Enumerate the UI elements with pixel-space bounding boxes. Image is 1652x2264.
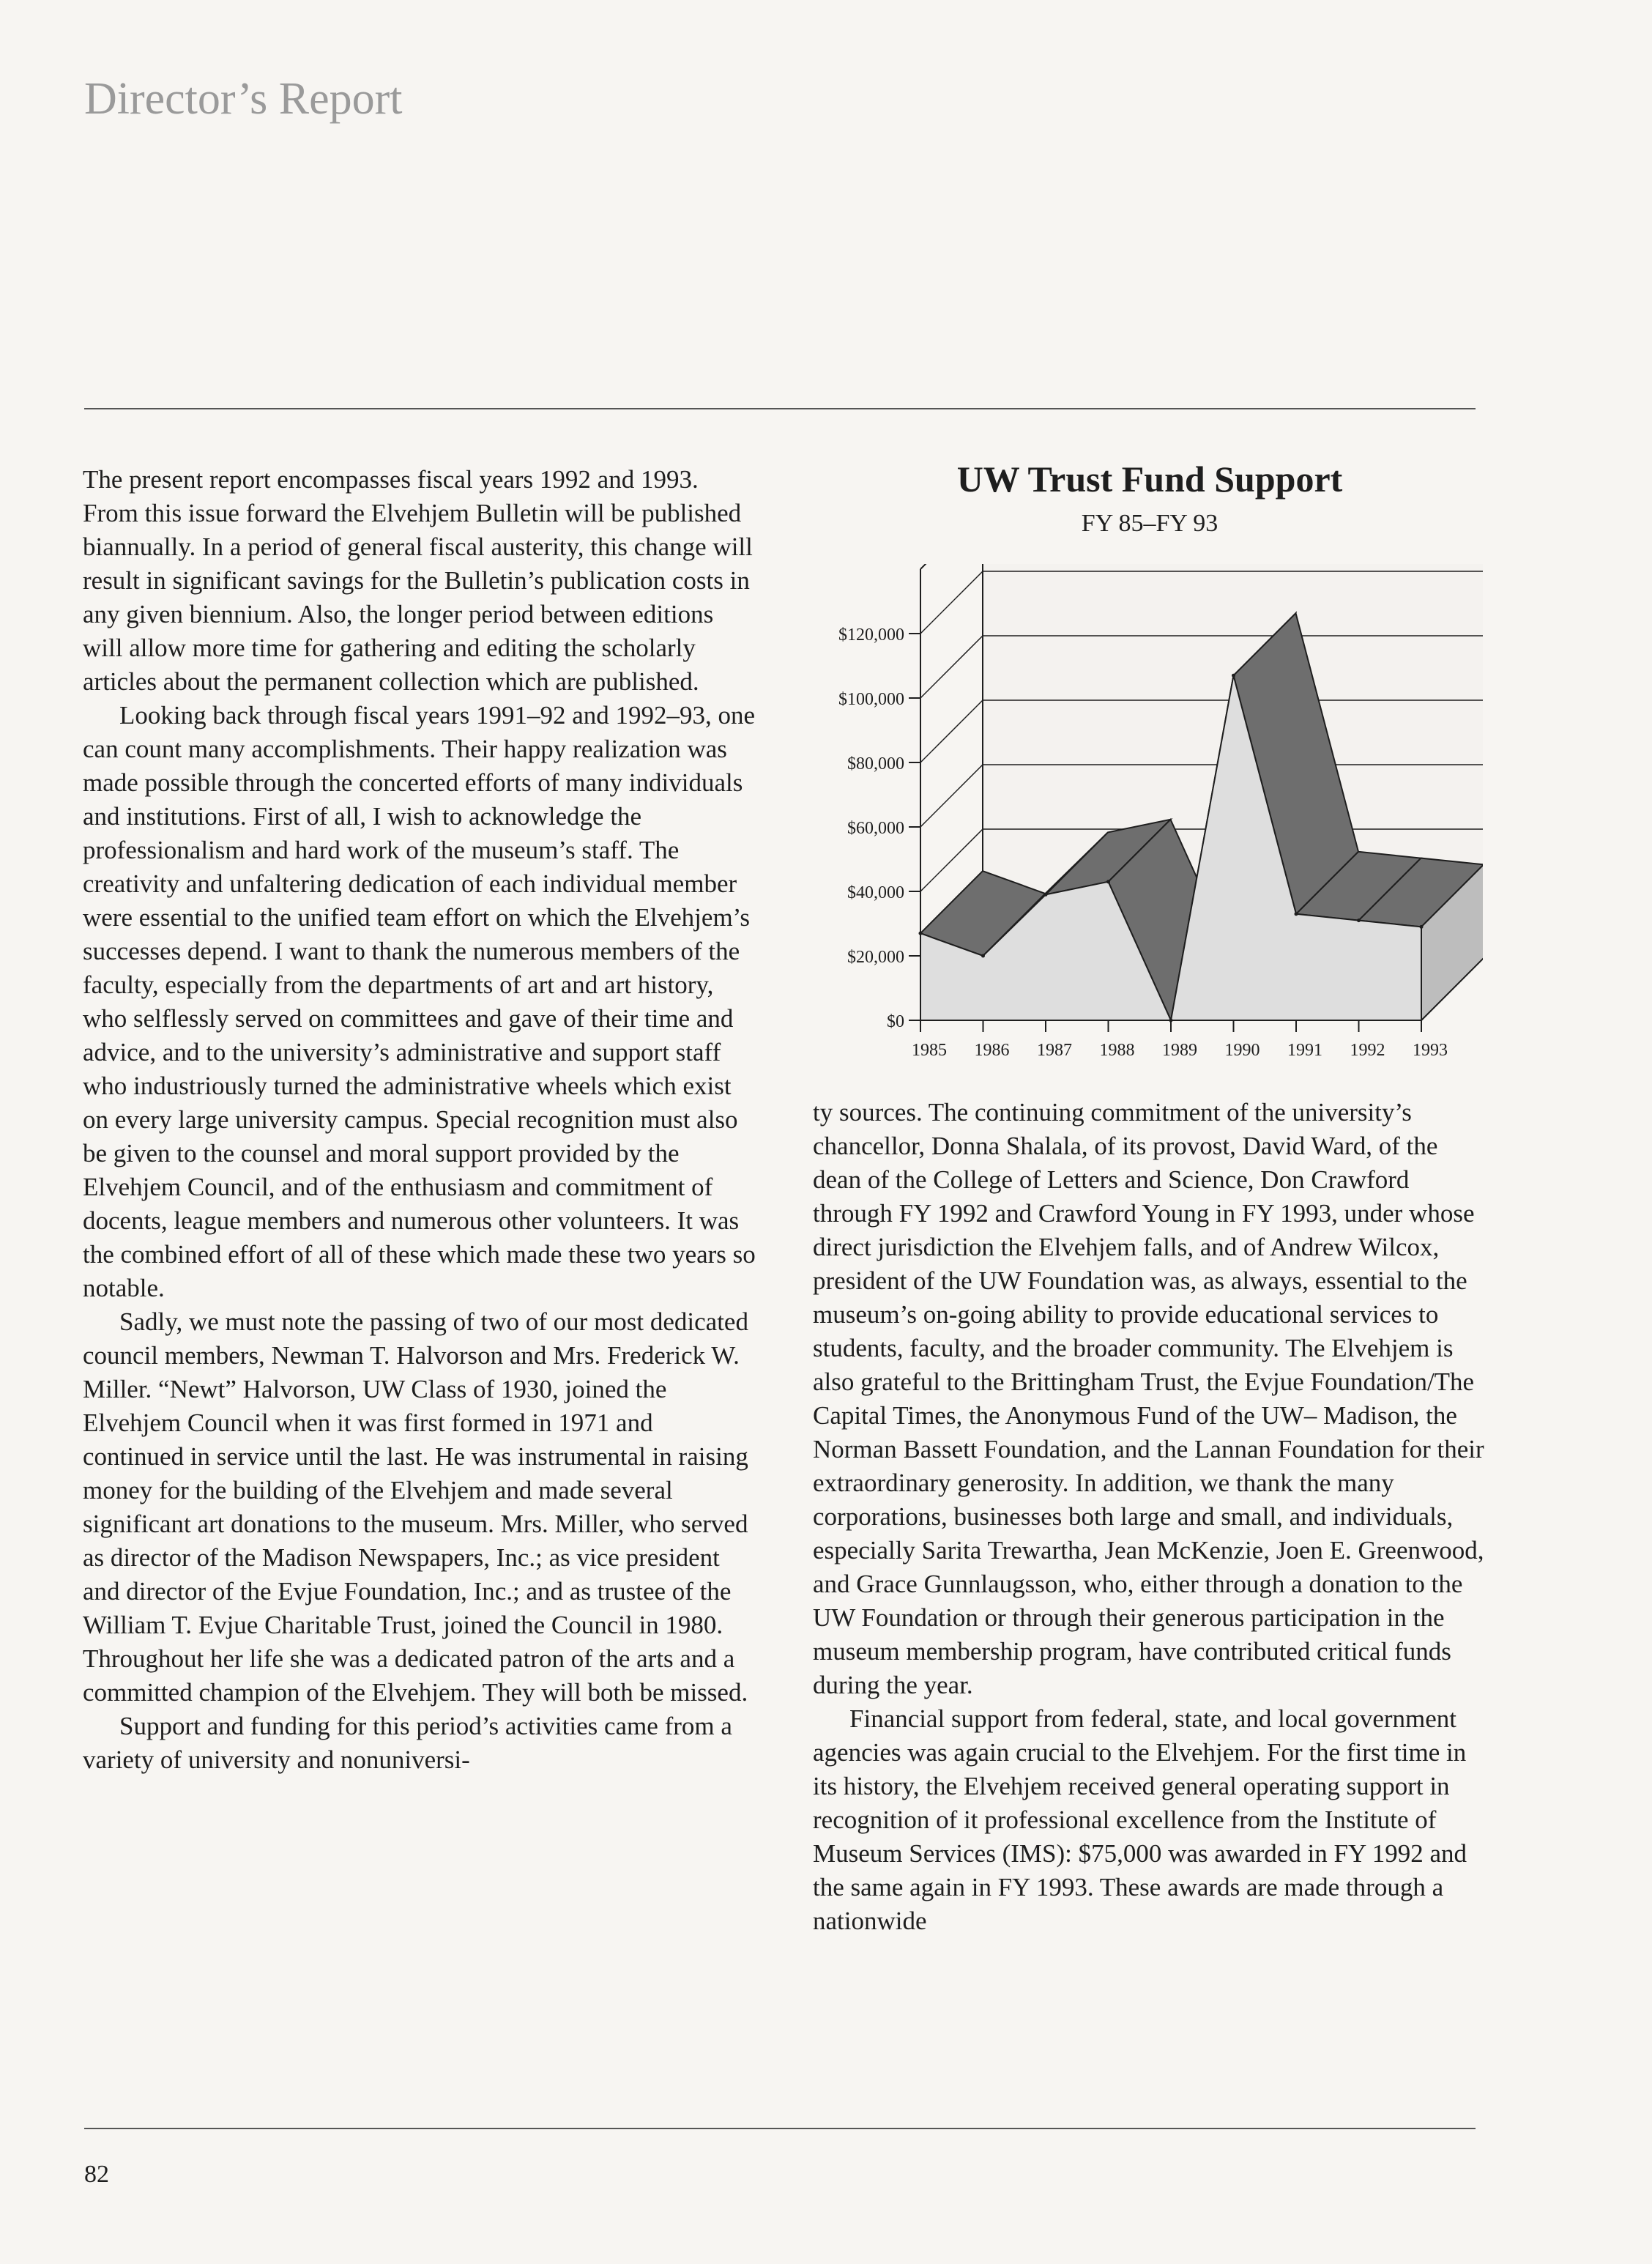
chart-x-tick-label: 1987 (1037, 1041, 1072, 1060)
paragraph: The present report encompasses fiscal years 1992 and 1993. From this issue forward the Elvehjem Bulletin will be published biannually. In a period of general fiscal austerity, this change will result in significant savings for the Bulletin’s publication costs in any given biennium. Also, the longer period between editions will allow more time for gathering and editing the scholarly articles about the permanent collection which are published. (83, 465, 753, 696)
chart-y-tick-label: $80,000 (847, 754, 904, 773)
chart-title: UW Trust Fund Support (956, 459, 1343, 500)
chart-x-tick-label: 1986 (974, 1041, 1010, 1060)
top-divider (84, 408, 1476, 409)
paragraph: Support and funding for this period’s activities came from a variety of university and nonuniversi- (83, 1712, 732, 1774)
chart-y-tick-label: $40,000 (847, 883, 904, 902)
chart-data-point (1295, 912, 1298, 916)
chart-x-tick-label: 1993 (1413, 1041, 1448, 1060)
chart-x-tick-label: 1985 (912, 1041, 947, 1060)
chart-side-edge (920, 564, 983, 569)
paragraph: Sadly, we must note the passing of two of our most dedicated council members, Newman T. Halvorson and Mrs. Frederick W. Miller. “Newt” Halvorson, UW Class of 1930, joined the Elvehjem Council when it was first formed in 1971 and continued in service until the last. He was instrumental in raising money for the building of the Elvehjem and made several significant art donations to the museum. Mrs. Miller, who served as director of the Madison Newspapers, Inc.; as vice president and director of the Evjue Foundation, Inc.; and as trustee of the William T. Evjue Charitable Trust, joined the Council in 1980. Throughout her life she was a dedicated patron of the arts and a committed champion of the Elvehjem. They will both be missed. (83, 1307, 748, 1707)
chart-side-gridline (920, 700, 983, 762)
right-column (813, 1096, 1487, 1938)
chart-side-gridline (920, 636, 983, 698)
chart-x-tick-label: 1988 (1099, 1041, 1135, 1060)
paragraph: ty sources. The continuing commitment of the university’s chancellor, Donna Shalala, of its provost, David Ward, of the dean of the College of Letters and Science, Don Crawford through FY 1992 and Crawford Young in FY 1993, under whose direct jurisdiction the Elvehjem falls, and of Andrew Wilcox, president of the UW Foundation was, as always, essential to the museum’s on-going ability to provide educational services to students, faculty, and the broader community. The Elvehjem is also grateful to the Brittingham Trust, the Evjue Foundation/The Capital Times, the Anonymous Fund of the UW– Madison, the Norman Bassett Foundation, and the Lannan Foundation for their extraordinary generosity. In addition, we thank the many corporations, businesses both large and small, and individuals, especially Sarita Trewartha, Jean McKenzie, Joen E. Greenwood, and Grace Gunnlaugsson, who, either through a donation to the UW Foundation or through their generous participation in the museum membership program, have contributed critical funds during the year. (813, 1098, 1484, 1699)
chart-data-point (1420, 925, 1424, 929)
chart-x-tick-label: 1991 (1287, 1041, 1322, 1060)
chart-y-tick-label: $100,000 (838, 690, 904, 709)
chart-x-tick-label: 1989 (1162, 1041, 1197, 1060)
chart-data-point (1044, 893, 1048, 897)
paragraph: Looking back through fiscal years 1991–92 and 1992–93, one can count many accomplishments. Their happy realization was made possible through the concerted efforts of many individuals and institutions. First of all, I wish to acknowledge the professionalism and hard work of the museum’s staff. The creativity and unfaltering dedication of each individual member were essential to the unified team effort on which the Elvehjem’s successes depend. I want to thank the numerous members of the faculty, especially from the departments of art and art history, who selflessly served on committees and gave of their time and advice, and to the university’s administrative and support staff who industriously turned the administrative wheels which exist on every large university campus. Special recognition must also be given to the counsel and moral support provided by the Elvehjem Council, and of the enthusiasm and commitment of docents, league members and numerous other volunteers. It was the combined effort of all of these which made these two years so notable. (83, 701, 756, 1302)
chart-data-point (1106, 880, 1110, 883)
chart-data-point (981, 954, 985, 958)
chart-y-tick-label: $20,000 (847, 948, 904, 967)
page-header-title: Director’s Report (84, 74, 403, 124)
page-number: 82 (84, 2161, 109, 2188)
trust-fund-chart (802, 564, 1483, 1077)
chart-data-point (1232, 674, 1235, 678)
chart-side-gridline (920, 765, 983, 827)
chart-y-tick-label: $0 (887, 1012, 904, 1031)
paragraph: Financial support from federal, state, and local government agencies was again crucial to the Elvehjem. For the first time in its history, the Elvehjem received general operating support in recognition of it professional excellence from the Institute of Museum Services (IMS): $75,000 was awarded in FY 1992 and the same again in FY 1993. These awards are made through a nationwide (813, 1704, 1467, 1935)
chart-data-point (1357, 918, 1361, 922)
chart-data-point (919, 932, 923, 935)
chart-x-tick-label: 1992 (1350, 1041, 1385, 1060)
left-column (83, 463, 756, 1777)
chart-side-gridline (920, 571, 983, 634)
bottom-divider (84, 2128, 1476, 2129)
chart-subtitle: FY 85–FY 93 (1081, 510, 1218, 537)
chart-y-tick-label: $120,000 (838, 626, 904, 645)
chart-x-tick-label: 1990 (1224, 1041, 1260, 1060)
chart-y-tick-label: $60,000 (847, 819, 904, 838)
